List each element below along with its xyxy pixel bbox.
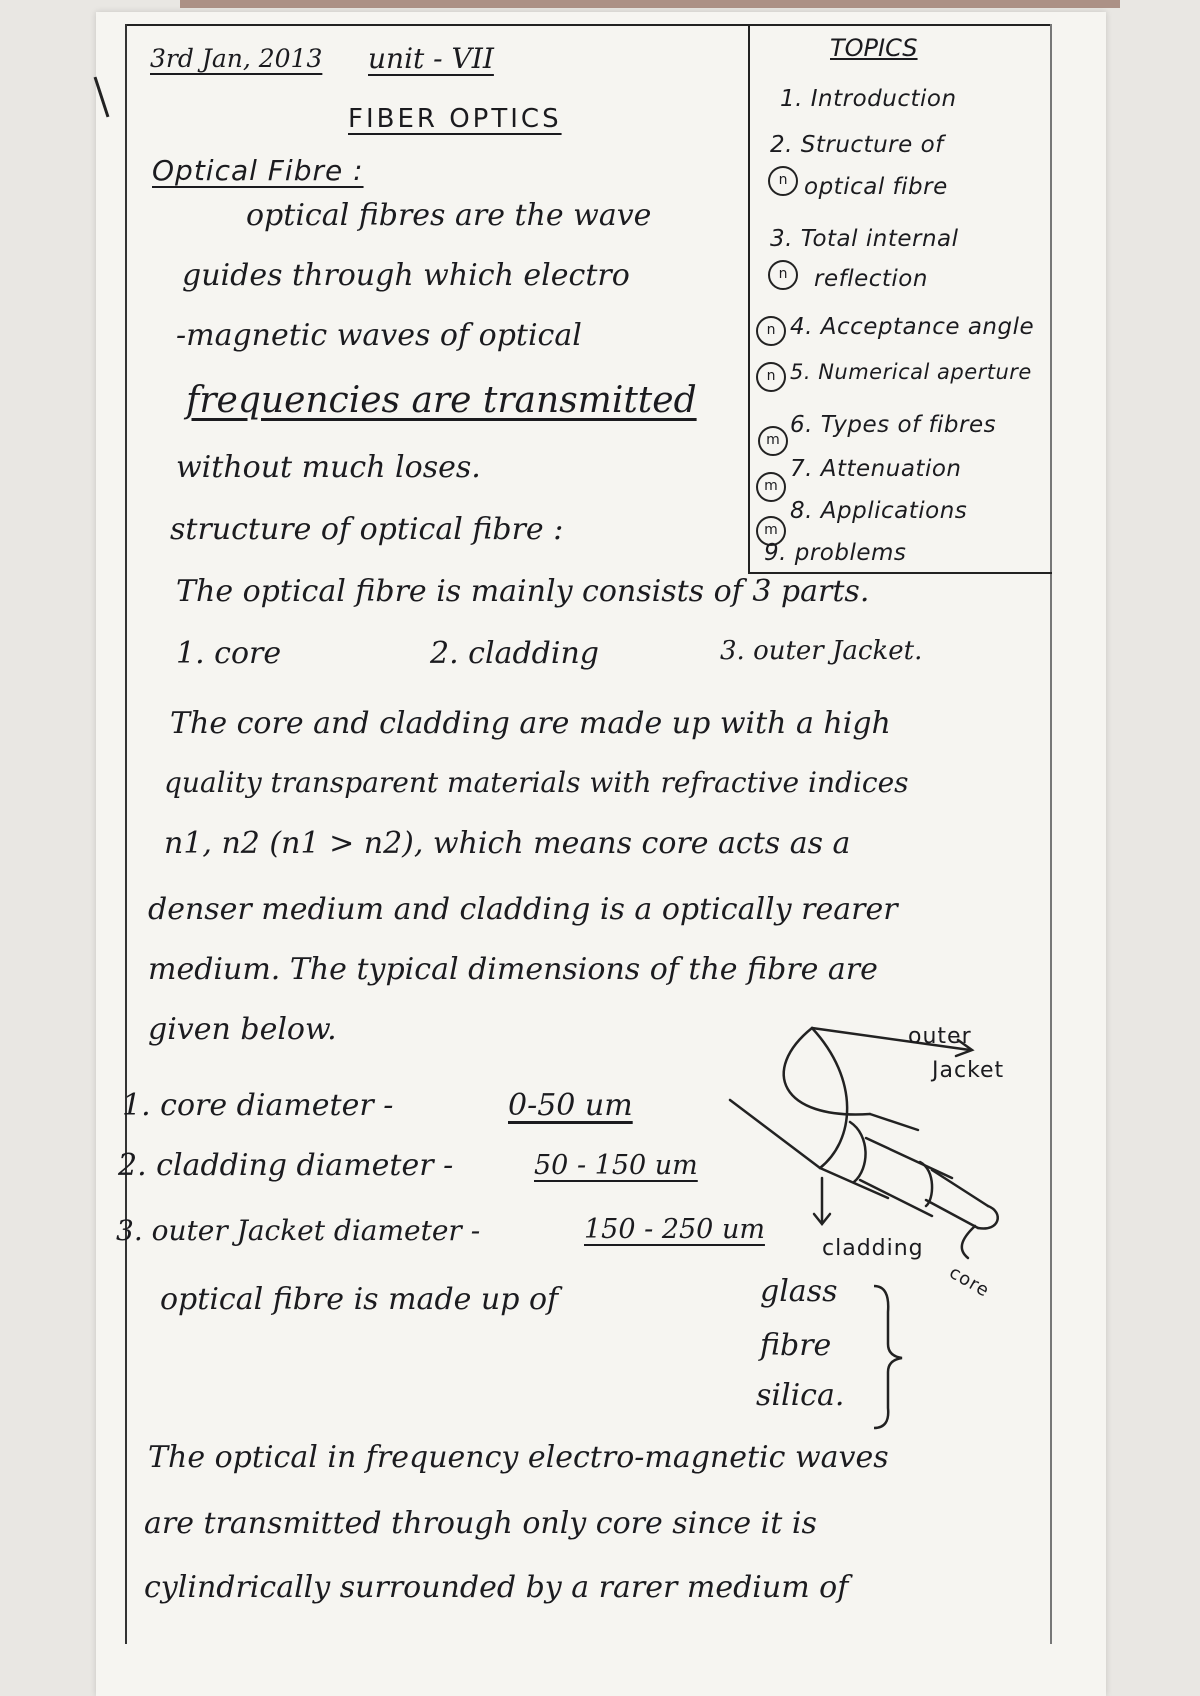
brace-icon	[870, 1282, 910, 1432]
topic-item: 3. Total internal	[770, 226, 959, 252]
label-core: core	[945, 1262, 994, 1302]
topic-item: 9. problems	[764, 540, 907, 566]
section-heading: structure of optical fibre :	[170, 512, 564, 547]
jacket-outline-top	[784, 1028, 870, 1114]
dimension-label: 1. core diameter -	[122, 1088, 394, 1123]
text-line: guides through which electro	[182, 258, 630, 293]
margin-line-left	[125, 24, 127, 1644]
text-line: -magnetic waves of optical	[176, 318, 582, 353]
cladding-top	[866, 1138, 952, 1178]
core-end	[978, 1206, 998, 1229]
text-line: The optical fibre is mainly consists of 3 parts.	[176, 574, 870, 609]
topic-item-cont: optical fibre	[804, 174, 948, 200]
label-cladding: cladding	[822, 1236, 924, 1261]
topic-mark: m	[756, 472, 786, 502]
dimension-label: 2. cladding diameter -	[118, 1148, 454, 1183]
text-line: denser medium and cladding is a optically rearer	[148, 892, 898, 927]
jacket-left-edge	[730, 1100, 820, 1168]
cladding-ellipse	[850, 1122, 866, 1182]
page-title: FIBER OPTICS	[348, 104, 562, 134]
text-line: The optical in frequency electro-magnetic waves	[148, 1440, 889, 1475]
topic-mark: n	[768, 166, 798, 196]
topic-item-cont: reflection	[814, 266, 928, 292]
jacket-end-ellipse	[812, 1028, 847, 1168]
text-line: The core and cladding are made up with a high	[170, 706, 891, 741]
core-bottom	[926, 1200, 978, 1228]
date: 3rd Jan, 2013	[150, 44, 323, 73]
material-item: silica.	[756, 1378, 845, 1413]
section-heading: Optical Fibre :	[152, 154, 364, 187]
part-item: 1. core	[176, 636, 282, 671]
dimension-value: 50 - 150 um	[534, 1150, 698, 1181]
topic-item: 5. Numerical aperture	[790, 360, 1032, 384]
material-item: fibre	[760, 1328, 832, 1363]
text-line: without much loses.	[176, 450, 481, 485]
page-edge	[180, 0, 1120, 8]
topic-mark: n	[756, 362, 786, 392]
dimension-label: 3. outer Jacket diameter -	[116, 1214, 481, 1247]
topic-item: 2. Structure of	[770, 132, 944, 158]
part-item: 3. outer Jacket.	[720, 636, 923, 666]
cladding-bottom	[860, 1180, 932, 1216]
part-item: 2. cladding	[430, 636, 599, 671]
topic-mark: m	[758, 426, 788, 456]
topics-heading: TOPICS	[830, 34, 918, 62]
topic-item: 4. Acceptance angle	[790, 314, 1035, 340]
label-outer: outer	[908, 1024, 972, 1049]
text-line: n1, n2 (n1 > n2), which means core acts as a	[164, 826, 851, 861]
topic-item: 6. Types of fibres	[790, 412, 997, 438]
topic-item: 7. Attenuation	[790, 456, 962, 482]
core-arrow	[962, 1226, 975, 1258]
topic-mark: n	[756, 316, 786, 346]
text-line: given below.	[148, 1012, 337, 1047]
text-line: quality transparent materials with refractive indices	[164, 766, 909, 799]
text-line: are transmitted through only core since it is	[144, 1506, 817, 1541]
dimension-value: 0-50 um	[508, 1088, 633, 1123]
topic-item: 8. Applications	[790, 498, 968, 524]
topic-mark: m	[756, 516, 786, 546]
core-top	[932, 1170, 988, 1206]
label-jacket: Jacket	[932, 1058, 1005, 1083]
text-line: cylindrically surrounded by a rarer medium of	[144, 1570, 849, 1605]
topic-item: 1. Introduction	[780, 86, 957, 112]
text-line: optical fibre is made up of	[160, 1282, 559, 1317]
text-line: medium. The typical dimensions of the fibre are	[148, 952, 878, 987]
text-line: frequencies are transmitted	[186, 380, 697, 421]
text-line: optical fibres are the wave	[246, 198, 652, 233]
unit-label: unit - VII	[368, 42, 494, 75]
dimension-value: 150 - 250 um	[584, 1214, 765, 1245]
topic-mark: n	[768, 260, 798, 290]
material-item: glass	[760, 1274, 838, 1309]
topics-box	[748, 26, 1052, 574]
